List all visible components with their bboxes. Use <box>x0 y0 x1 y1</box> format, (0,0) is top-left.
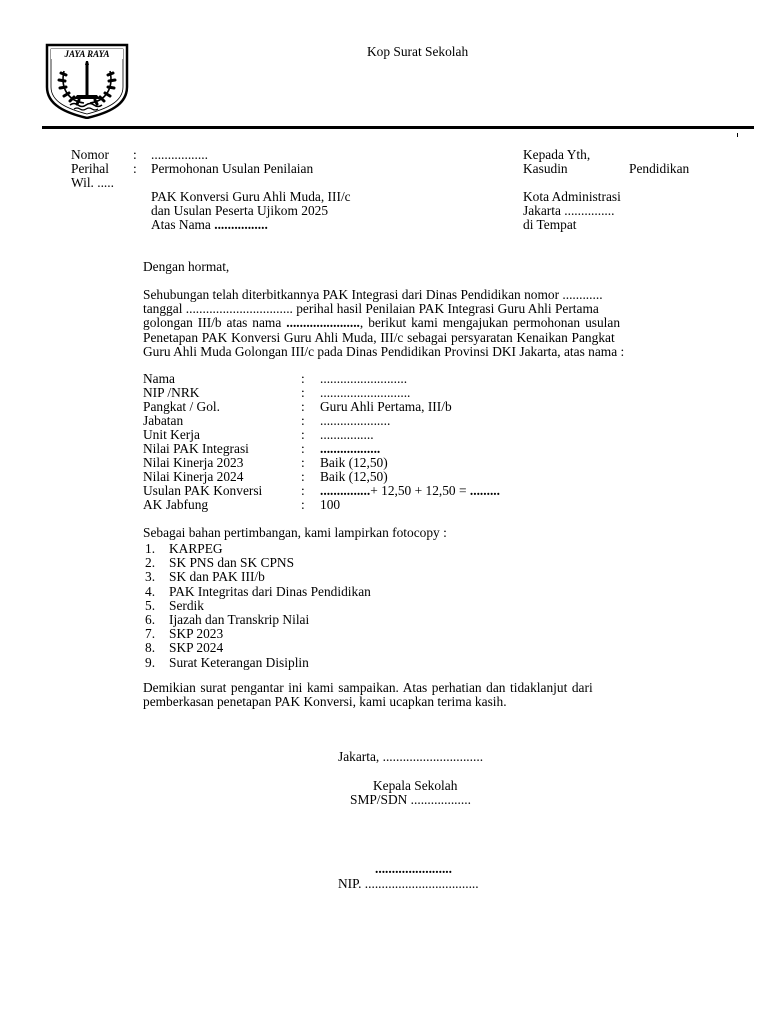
perihal-value-line2: PAK Konversi Guru Ahli Muda, III/c <box>151 189 351 204</box>
list-item <box>145 585 445 599</box>
field-colon: : <box>301 371 305 386</box>
field-colon: : <box>301 483 305 498</box>
signature-place-date: Jakarta, .............................. <box>338 749 484 764</box>
field-label: Usulan PAK Konversi <box>143 483 263 498</box>
field-value-part-a: ............... <box>320 483 371 498</box>
field-colon: : <box>301 399 305 414</box>
list-item <box>145 656 445 670</box>
signature-nip: NIP. .................................. <box>338 876 479 891</box>
atas-nama-label: Atas Nama <box>151 217 211 232</box>
list-item-text: SK dan PAK III/b <box>169 569 265 585</box>
field-colon: : <box>301 427 305 442</box>
field-value: 100 <box>320 497 341 512</box>
field-value-part-c: ......... <box>469 483 501 498</box>
para1-line3 <box>143 316 697 330</box>
para1-line3-name: ...................... <box>286 315 360 331</box>
closing-paragraph <box>143 681 697 709</box>
nomor-colon: : <box>133 147 137 162</box>
field-value: ................ <box>320 427 374 442</box>
field-label: Nama <box>143 371 175 386</box>
wil-label: Wil. ..... <box>71 175 114 190</box>
list-item-text: Ijazah dan Transkrip Nilai <box>169 611 310 627</box>
list-item-number: 3. <box>145 569 156 585</box>
field-value: Guru Ahli Pertama, III/b <box>320 399 452 414</box>
field-value <box>320 484 500 498</box>
recipient-line3: Kota Administrasi <box>523 189 621 204</box>
field-label: Unit Kerja <box>143 427 200 442</box>
closing-line2: pemberkasan penetapan PAK Konversi, kami ucapkan terima kasih. <box>143 694 507 710</box>
list-item <box>145 627 445 641</box>
list-item-number: 7. <box>145 626 156 642</box>
field-label: Jabatan <box>143 413 184 428</box>
perihal-label: Perihal <box>71 161 109 176</box>
field-colon: : <box>301 469 305 484</box>
recipient-line4: Jakarta ............... <box>523 203 615 218</box>
field-value: Baik (12,50) <box>320 455 388 470</box>
attachments-intro: Sebagai bahan pertimbangan, kami lampirkan fotocopy : <box>143 525 447 540</box>
list-item-number: 5. <box>145 597 156 613</box>
recipient-pendidikan: Pendidikan <box>629 161 690 176</box>
perihal-value-line1: Permohonan Usulan Penilaian <box>151 161 314 176</box>
attachments-list <box>145 542 445 670</box>
list-item <box>145 570 445 584</box>
field-label: Nilai PAK Integrasi <box>143 441 249 456</box>
field-label: NIP /NRK <box>143 385 200 400</box>
list-item <box>145 542 445 556</box>
para1-line1: Sehubungan telah diterbitkannya PAK Integrasi dari Dinas Pendidikan nomor ............ <box>143 287 603 302</box>
para1-line4: Penetapan PAK Konversi Guru Ahli Muda, III/c sebagai persyaratan Kenaikan Pangkat <box>143 329 615 345</box>
field-colon: : <box>301 497 305 512</box>
perihal-colon: : <box>133 161 137 176</box>
field-label: AK Jabfung <box>143 497 209 512</box>
greeting: Dengan hormat, <box>143 259 230 274</box>
field-value: ........................... <box>320 385 411 400</box>
list-item-text: Surat Keterangan Disiplin <box>169 654 309 670</box>
list-item <box>145 613 445 627</box>
list-item-number: 9. <box>145 654 156 670</box>
list-item-text: SKP 2024 <box>169 640 224 656</box>
jakarta-emblem-logo <box>44 43 130 119</box>
field-value-part-b: + 12,50 + 12,50 = <box>370 483 470 498</box>
para1-line3-c: , berikut kami mengajukan permohonan usulan <box>359 315 621 331</box>
field-value: .......................... <box>320 371 408 386</box>
recipient-line1: Kepada Yth, <box>523 147 591 162</box>
list-item <box>145 556 445 570</box>
margin-mark <box>737 133 738 137</box>
list-item-number: 6. <box>145 611 156 627</box>
field-row <box>143 498 563 512</box>
list-item <box>145 641 445 655</box>
list-item-number: 8. <box>145 640 156 656</box>
para1-line5: Guru Ahli Muda Golongan III/c pada Dinas Pendidikan Provinsi DKI Jakarta, atas nama : <box>143 343 625 359</box>
field-value: Baik (12,50) <box>320 469 388 484</box>
atas-nama-value: ................ <box>214 217 268 232</box>
list-item-text: SKP 2023 <box>169 626 224 642</box>
field-colon: : <box>301 413 305 428</box>
para1-line2: tanggal ................................ perihal hasil Penilaian PAK Integrasi Guru Ahli Pertama <box>143 301 599 317</box>
nomor-value: ................. <box>151 147 208 162</box>
field-colon: : <box>301 441 305 456</box>
letterhead-title: Kop Surat Sekolah <box>367 44 469 59</box>
recipient-kasudin: Kasudin <box>523 161 568 176</box>
list-item-text: SK PNS dan SK CPNS <box>169 555 295 571</box>
list-item-text: PAK Integritas dari Dinas Pendidikan <box>169 583 371 599</box>
signature-name: ....................... <box>375 861 452 876</box>
signature-school: SMP/SDN .................. <box>350 792 471 807</box>
atas-nama <box>151 218 268 232</box>
field-value: .................. <box>320 441 381 456</box>
list-item-number: 2. <box>145 555 156 571</box>
letterhead-divider <box>42 126 754 129</box>
signature-position: Kepala Sekolah <box>373 778 458 793</box>
list-item-number: 4. <box>145 583 156 599</box>
list-item-text: Serdik <box>169 597 204 613</box>
perihal-value-line3: dan Usulan Peserta Ujikom 2025 <box>151 203 329 218</box>
field-colon: : <box>301 455 305 470</box>
nomor-label: Nomor <box>71 147 109 162</box>
list-item-text: KARPEG <box>169 541 223 556</box>
field-label: Nilai Kinerja 2024 <box>143 469 244 484</box>
closing-line1: Demikian surat pengantar ini kami sampaikan. Atas perhatian dan tidaklanjut dari <box>143 680 593 695</box>
field-value: ..................... <box>320 413 391 428</box>
field-colon: : <box>301 385 305 400</box>
field-label: Pangkat / Gol. <box>143 399 220 414</box>
list-item-number: 1. <box>145 541 156 556</box>
para1-line3-a: golongan III/b atas nama <box>143 315 287 331</box>
intro-paragraph <box>143 288 697 359</box>
recipient-line5: di Tempat <box>523 217 577 232</box>
field-label: Nilai Kinerja 2023 <box>143 455 244 470</box>
list-item <box>145 599 445 613</box>
svg-text:JAYA RAYA: JAYA RAYA <box>64 49 110 59</box>
